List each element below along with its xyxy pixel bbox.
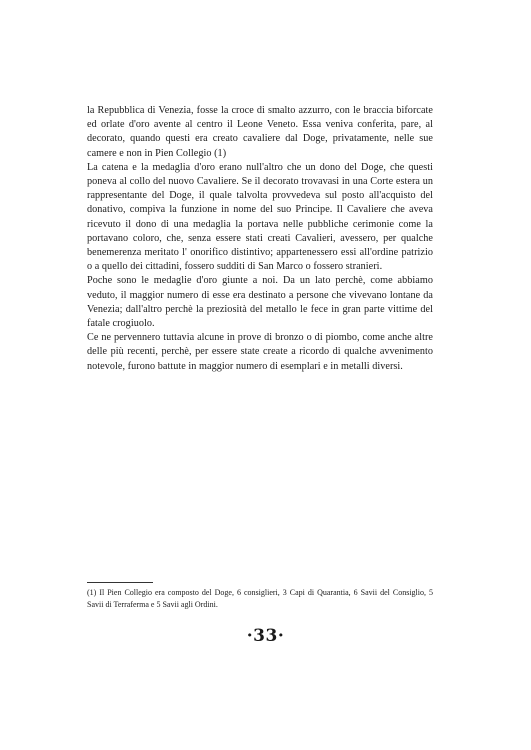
paragraph-4: Ce ne pervennero tuttavia alcune in prove di bronzo o di piombo, come anche altre delle più recenti, perchè, per essere state create a ricordo di qualche avvenimento notevole, furono battute in maggior numero di esemplari e in metalli diversi. [87,332,433,372]
footnote-separator [87,582,153,583]
footnote: (1) Il Pien Collegio era composto del Doge, 6 consiglieri, 3 Capi di Quarantia, 6 Savii del Consiglio, 5 Savii di Terraferma e 5 Savii agli Ordini. [87,588,433,609]
page-number: ·33· [246,626,285,646]
paragraph-3: Poche sono le medaglie d'oro giunte a noi. Da un lato perchè, come abbiamo veduto, il maggior numero di esse era destinato a persone che vivevano lontane da Venezia; dall'altro perchè la preziosità del metallo le fece in gran parte vittime del fatale crogiuolo. [87,275,433,330]
paragraph-2: La catena e la medaglia d'oro erano null'altro che un dono del Doge, che questi poneva al collo del nuovo Cavaliere. Se il decorato trovavasi in una Corte estera un rappresentante del Doge, il quale talvolta provvedeva sul posto all'acquisto del donativo, compiva la funzione in nome del suo Principe. Il Cavaliere che aveva ricevuto il dono di una medaglia la portava nelle pubbliche cerimonie come la portavano coloro, che, senza essere stati creati Cavalieri, avessero, per qualche benemerenza meritato l' onorifico distintivo; appartenessero essi all'ordine patrizio o a quello dei cittadini, fossero sudditi di San Marco o fossero stranieri. [87,161,433,273]
main-text-block [87,104,433,374]
paragraph-1: la Repubblica di Venezia, fosse la croce di smalto azzurro, con le braccia biforcate ed orlate d'oro avente al centro il Leone Veneto. Essa veniva conferita, pare, al decorato, quando questi era creato cavaliere dal Doge, privatamente, nelle sue camere e non in Pien Collegio (1) [87,105,433,159]
